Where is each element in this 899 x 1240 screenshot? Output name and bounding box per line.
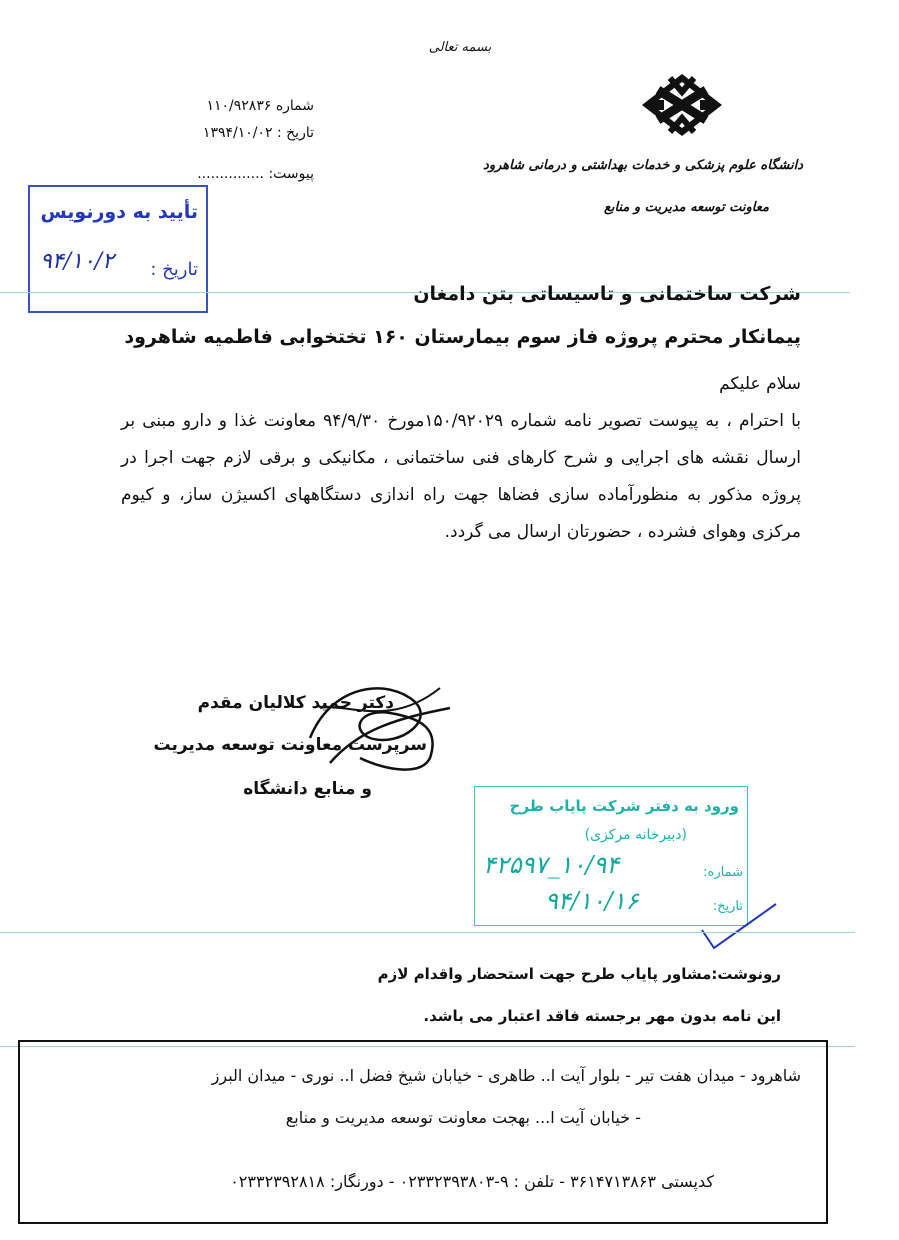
addressee-contractor: پیمانکار محترم پروژه فاز سوم بیمارستان ۱۶۰ تختخوابی فاطمیه شاهرود [124,326,801,348]
cc-recipient: رونوشت:مشاور پایاب طرح جهت استحضار واقدام لازم [377,965,781,983]
footer-contact: کدپستی ۳۶۱۴۷۱۳۸۶۳ - تلفن : ۹-۰۲۳۳۲۳۹۳۸۰۳ - دورنگار: ۰۲۳۳۲۳۹۲۸۱۸ [230,1172,714,1191]
entry-stamp-number-value: ۱۰/۹۴_۴۲۵۹۷ [483,851,620,879]
fax-stamp-date-label: تاریخ : [150,259,198,280]
letter-number [206,98,314,114]
attachment-value: ............... [197,166,264,182]
entry-stamp-title: ورود به دفتر شرکت پایاب طرح [509,797,739,815]
letter-body: با احترام ، به پیوست تصویر نامه شماره ۱۵۰/۹۲۰۲۹مورخ ۹۴/۹/۳۰ معاونت غذا و دارو مبنی بر ارسال نقشه های اجرایی و شرح کارهای فنی ساختمانی ، مکانیکی و برقی لازم جهت اجرا در پروژه مذکور به منظورآماده سازی فضاها جهت راه اندازی دستگاههای اکسیژن ساز، و کیوم مرکزی وهوای فشرده ، حضورتان ارسال می گردد. [121,411,801,542]
signatory-role-line2: و منابع دانشگاه [243,779,372,799]
university-name: دانشگاه علوم پزشکی و خدمات بهداشتی و درمانی شاهرود [483,158,803,173]
fax-confirmation-stamp [28,185,208,313]
rule-line-middle [0,932,855,933]
fax-stamp-date-value: ۹۴/۱۰/۲ [40,249,114,274]
greeting: سلام علیکم [719,374,801,394]
letter-date-label: تاریخ : [276,125,314,141]
letter-number-label: شماره [275,98,314,114]
entry-stamp-number-label: شماره: [703,865,743,880]
university-logo-icon [640,72,724,138]
signatory-role: سرپرست معاونت توسعه مدیریت [153,735,427,755]
letter-date-value: ۱۳۹۴/۱۰/۰۲ [202,125,273,141]
footer-address-line2: - خیابان آیت ا... بهجت معاونت توسعه مدیریت و منابع [285,1108,641,1127]
department-name: معاونت توسعه مدیریت و منابع [603,200,769,215]
entry-stamp-date-label: تاریخ: [712,899,743,914]
entry-stamp-subtitle: (دبیرخانه مرکزی) [584,827,687,843]
basmala: بسمه تعالی [428,40,492,55]
fax-stamp-title: تأیید به دورنویس [40,201,198,223]
checkmark-icon [700,900,780,960]
addressee-company: شرکت ساختمانی و تاسیساتی بتن دامغان [413,283,801,305]
signature-scribble-icon [290,668,470,788]
footer-address-line1: شاهرود - میدان هفت تیر - بلوار آیت ا.. طاهری - خیابان شیخ فضل ا.. نوری - میدان البرز [211,1066,801,1085]
entry-stamp-date-value: ۹۴/۱۰/۱۶ [545,887,639,915]
letter-attachment [197,166,314,182]
signatory-name: دکتر حمید کلالیان مقدم [197,693,394,713]
letter-date [203,125,314,141]
attachment-label: پیوست: [268,166,314,182]
letter-number-value: ۱۱۰/۹۲۸۳۶ [206,98,272,114]
validity-notice: این نامه بدون مهر برجسته فاقد اعتبار می باشد. [423,1007,781,1025]
